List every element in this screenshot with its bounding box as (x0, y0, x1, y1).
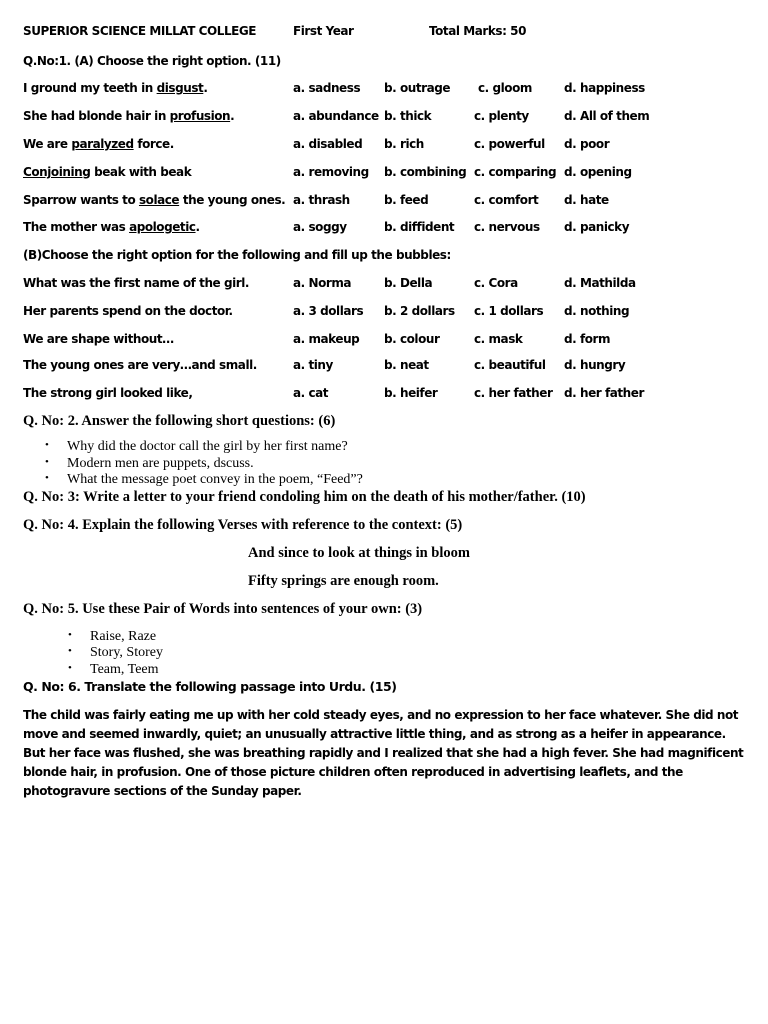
option-b: b. 2 dollars (384, 304, 455, 318)
mcq-row (23, 220, 763, 238)
college-name: SUPERIOR SCIENCE MILLAT COLLEGE (23, 24, 257, 38)
mcq-row (23, 81, 763, 99)
option-a: a. sadness (293, 81, 361, 95)
question-text: Her parents spend on the doctor. (23, 304, 233, 318)
question-text (23, 109, 234, 123)
question-text (23, 193, 285, 207)
q6-passage: The child was fairly eating me up with her cold steady eyes, and no expression to her face whatever. She did not move and seemed inwardly, quiet; an unusually attractive little thing, and as strong as a heifer in appearance. But her face was flushed, she was breathing rapidly and I realized that she had a high fever. She had magnificent blonde hair, in profusion. One of those picture children often reproduced in advertising leaflets, and the photogravure sections of the Sunday paper. (23, 708, 744, 798)
option-b: b. combining (384, 165, 467, 179)
question-pre: We are (23, 137, 72, 151)
q1-heading-a: Q.No:1. (A) Choose the right option. (11) (23, 54, 281, 68)
question-post: force. (133, 137, 174, 151)
mcq-row (23, 386, 763, 404)
option-b: b. thick (384, 109, 432, 123)
option-b: b. heifer (384, 386, 438, 400)
option-a: a. cat (293, 386, 329, 400)
option-b: b. rich (384, 137, 424, 151)
question-text: What was the first name of the girl. (23, 276, 249, 290)
mcq-row (23, 193, 763, 211)
question-text (23, 81, 207, 95)
q2-heading: Q. No: 2. Answer the following short questions: (6) (23, 413, 336, 429)
question-post: . (230, 109, 235, 123)
q4-heading: Q. No: 4. Explain the following Verses with reference to the context: (5) (23, 517, 463, 533)
option-a: a. abundance (293, 109, 379, 123)
option-c: c. 1 dollars (474, 304, 544, 318)
bullet-icon: • (45, 456, 49, 468)
underlined-word: solace (138, 193, 180, 207)
option-d: d. Mathilda (564, 276, 636, 290)
option-c: c. powerful (474, 137, 545, 151)
q5-heading: Q. No: 5. Use these Pair of Words into sentences of your own: (3) (23, 601, 423, 617)
question-pre: The mother was (23, 220, 130, 234)
exam-paper: SUPERIOR SCIENCE MILLAT COLLEGE First Year Total Marks: 50 Q.No:1. (A) Choose the right option. (11) I ground my teeth in disgust. a. sadness b. outrage c. gloom d. happiness She had blonde hair in profusion. a. abundance b. thick c. plenty d. All of them We are paralyzed force. a. disabled b. rich c. powerful d. poor Conjoining beak with beak a. removing b. combining c. comparing d. opening Sparrow wants to solace the young ones. a. thrash b. feed c. comfort d. hate The mother was apologetic. a. soggy b. diffident c. nervous d. panicky (B)Choose the right option for the following and fill up the bubbles: What was the first name of the girl. a. Norma b. Della c. Cora d. Mathilda Her parents spend on the doctor. a. 3 dollars b. 2 dollars c. 1 dollars d. nothing We are shape without… a. makeup b. colour c. mask d. form The young ones are very…and small. a. tiny b. neat c. beautiful d. hungry The strong girl looked like, a. cat b. heifer c. her father d. her father Q. No: 2. Answer the following short questions: (6) • Why did the doctor call the girl by her first name? • Modern men are puppets, dscuss. • What the message poet convey in the poem, “Feed”? Q. No: 3: Write a letter to your friend condoling him on the death of his mother/father. (10) Q. No: 4. Explain the following Verses with reference to the context: (5) And since to look at things in bloom Fifty springs are enough room. Q. No: 5. Use these Pair of Words into sentences of your own: (3) • Raise, Raze • Story, Storey • Team, Teem Q. No: 6. Translate the following passage into Urdu. (15) The child was fairly eating me up with her cold steady eyes, and no expression to her face whatever. She did not move and seemed inwardly, quiet; an unusually attractive little thing, and as strong as a heifer in appearance. But her face was flushed, she was breathing rapidly and I realized that she had a high fever. She had magnificent blonde hair, in profusion. One of those picture children often reproduced in advertising leaflets, and the photogravure sections of the Sunday paper. (0, 0, 768, 1024)
total-marks: Total Marks: 50 (429, 24, 526, 38)
question-text: The strong girl looked like, (23, 386, 193, 400)
question-pre: I ground my teeth in (23, 81, 157, 95)
option-c: c. plenty (474, 109, 529, 123)
question-text (23, 137, 174, 151)
underlined-word: apologetic (129, 220, 196, 234)
q1-heading-b: (B)Choose the right option for the following and fill up the bubbles: (23, 248, 451, 262)
option-d: d. hate (564, 193, 609, 207)
option-a: a. makeup (293, 332, 360, 346)
mcq-row (23, 165, 763, 183)
question-post: . (195, 220, 200, 234)
option-a: a. disabled (293, 137, 363, 151)
mcq-row (23, 332, 763, 350)
underlined-word: profusion (169, 109, 231, 123)
underlined-word: Conjoining (23, 165, 91, 179)
question-text (23, 220, 200, 234)
option-a: a. thrash (293, 193, 350, 207)
option-c: c. her father (474, 386, 553, 400)
option-c: c. comfort (474, 193, 539, 207)
option-c: c. mask (474, 332, 523, 346)
question-pre: Sparrow wants to (23, 193, 139, 207)
option-d: d. her father (564, 386, 644, 400)
option-c: c. nervous (474, 220, 540, 234)
q3-heading: Q. No: 3: Write a letter to your friend condoling him on the death of his mother/father. (10) (23, 489, 586, 505)
underlined-word: paralyzed (71, 137, 134, 151)
option-b: b. diffident (384, 220, 455, 234)
option-c: c. comparing (474, 165, 557, 179)
option-b: b. feed (384, 193, 429, 207)
option-d: d. opening (564, 165, 632, 179)
option-b: b. outrage (384, 81, 451, 95)
option-b: b. colour (384, 332, 440, 346)
option-c: c. beautiful (474, 358, 546, 372)
question-text: We are shape without… (23, 332, 174, 346)
bullet-icon: • (68, 645, 72, 657)
option-b: b. Della (384, 276, 433, 290)
question-text: The young ones are very…and small. (23, 358, 257, 372)
option-a: a. Norma (293, 276, 352, 290)
option-a: a. 3 dollars (293, 304, 364, 318)
verse-line-1: And since to look at things in bloom (248, 545, 470, 561)
mcq-row (23, 137, 763, 155)
mcq-row (23, 358, 763, 376)
option-b: b. neat (384, 358, 429, 372)
option-d: d. poor (564, 137, 610, 151)
option-a: a. removing (293, 165, 369, 179)
option-d: d. hungry (564, 358, 626, 372)
bullet-icon: • (68, 629, 72, 641)
question-post: . (203, 81, 208, 95)
question-post: the young ones. (179, 193, 286, 207)
option-d: d. All of them (564, 109, 650, 123)
option-c: c. Cora (474, 276, 518, 290)
option-c: c. gloom (478, 81, 532, 95)
question-text (23, 165, 191, 179)
bullet-icon: • (45, 439, 49, 451)
question-pre: She had blonde hair in (23, 109, 170, 123)
option-d: d. nothing (564, 304, 630, 318)
option-d: d. panicky (564, 220, 630, 234)
q6-heading: Q. No: 6. Translate the following passage into Urdu. (15) (23, 679, 397, 694)
mcq-row (23, 109, 763, 127)
verse-line-2: Fifty springs are enough room. (248, 573, 439, 589)
option-d: d. form (564, 332, 611, 346)
option-a: a. tiny (293, 358, 333, 372)
mcq-row (23, 304, 763, 322)
option-d: d. happiness (564, 81, 645, 95)
year-label: First Year (293, 24, 354, 38)
bullet-icon: • (45, 472, 49, 484)
mcq-row (23, 276, 763, 294)
bullet-icon: • (68, 662, 72, 674)
underlined-word: disgust (156, 81, 204, 95)
question-post: beak with beak (90, 165, 192, 179)
option-a: a. soggy (293, 220, 347, 234)
